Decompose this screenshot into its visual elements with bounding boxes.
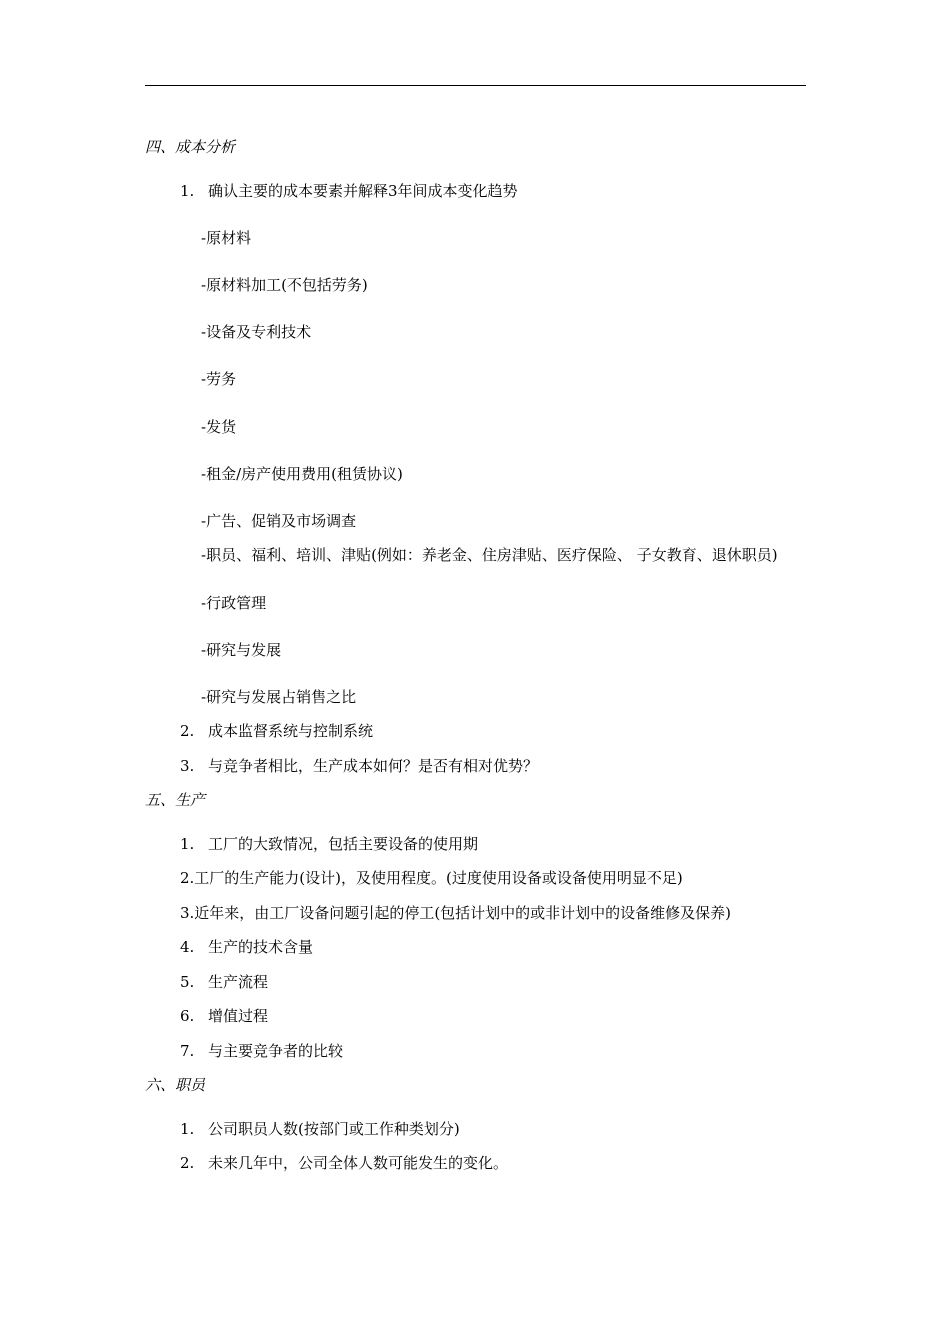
list-item: 2.工厂的生产能力(设计)，及使用程度。(过度使用设备或设备使用明显不足) bbox=[180, 869, 683, 887]
list-item bbox=[180, 937, 313, 957]
list-item-number: 6. bbox=[180, 1007, 195, 1025]
list-item-text: 未来几年中，公司全体人数可能发生的变化。 bbox=[208, 1154, 509, 1172]
list-item-number: 2. bbox=[180, 722, 195, 740]
section-heading-staff: 六、职员 bbox=[145, 1076, 206, 1094]
list-item-number: 4. bbox=[180, 938, 195, 956]
list-item-number: 3. bbox=[180, 757, 195, 775]
list-item bbox=[180, 972, 268, 992]
list-item bbox=[180, 834, 478, 854]
list-item-number: 2. bbox=[180, 1154, 195, 1172]
list-item bbox=[180, 721, 373, 741]
list-item-number: 7. bbox=[180, 1042, 195, 1060]
list-item-text: 生产的技术含量 bbox=[208, 938, 314, 956]
list-item-number: 1. bbox=[180, 1120, 195, 1138]
list-item-text: 成本监督系统与控制系统 bbox=[208, 722, 374, 740]
list-item-number: 1. bbox=[180, 835, 195, 853]
list-item-number: 1. bbox=[180, 182, 195, 200]
section-heading-production: 五、生产 bbox=[145, 791, 206, 809]
bullet-item: -发货 bbox=[201, 418, 237, 436]
bullet-item: -研究与发展 bbox=[201, 641, 282, 659]
bullet-item: -行政管理 bbox=[201, 594, 267, 612]
bullet-item: -职员、福利、培训、津贴(例如：养老金、住房津贴、医疗保险、 子女教育、退休职员) bbox=[201, 546, 778, 564]
list-item-text: 确认主要的成本要素并解释3年间成本变化趋势 bbox=[208, 182, 518, 200]
list-item-text: 与主要竞争者的比较 bbox=[208, 1042, 344, 1060]
list-item bbox=[180, 1119, 460, 1139]
list-item bbox=[180, 756, 538, 776]
bullet-item: -设备及专利技术 bbox=[201, 323, 312, 341]
list-item bbox=[180, 1041, 343, 1061]
bullet-item: -研究与发展占销售之比 bbox=[201, 688, 357, 706]
list-item bbox=[180, 1006, 268, 1026]
list-item-text: 工厂的大致情况，包括主要设备的使用期 bbox=[208, 835, 479, 853]
list-item-text: 生产流程 bbox=[208, 973, 269, 991]
list-item-text: 与竞争者相比，生产成本如何？是否有相对优势？ bbox=[208, 757, 539, 775]
bullet-item: -劳务 bbox=[201, 370, 237, 388]
bullet-item: -广告、促销及市场调查 bbox=[201, 512, 357, 530]
list-item-number: 5. bbox=[180, 973, 195, 991]
list-item-text: 公司职员人数(按部门或工作种类划分) bbox=[208, 1120, 460, 1138]
bullet-item: -租金/房产使用费用(租赁协议) bbox=[201, 465, 403, 483]
list-item bbox=[180, 181, 518, 201]
bullet-item: -原材料加工(不包括劳务) bbox=[201, 276, 368, 294]
list-item-text: 增值过程 bbox=[208, 1007, 269, 1025]
bullet-item: -原材料 bbox=[201, 229, 252, 247]
list-item bbox=[180, 1153, 508, 1173]
header-rule bbox=[145, 85, 806, 86]
section-heading-cost-analysis: 四、成本分析 bbox=[145, 138, 236, 156]
list-item: 3.近年来，由工厂设备问题引起的停工(包括计划中的或非计划中的设备维修及保养) bbox=[180, 904, 732, 922]
